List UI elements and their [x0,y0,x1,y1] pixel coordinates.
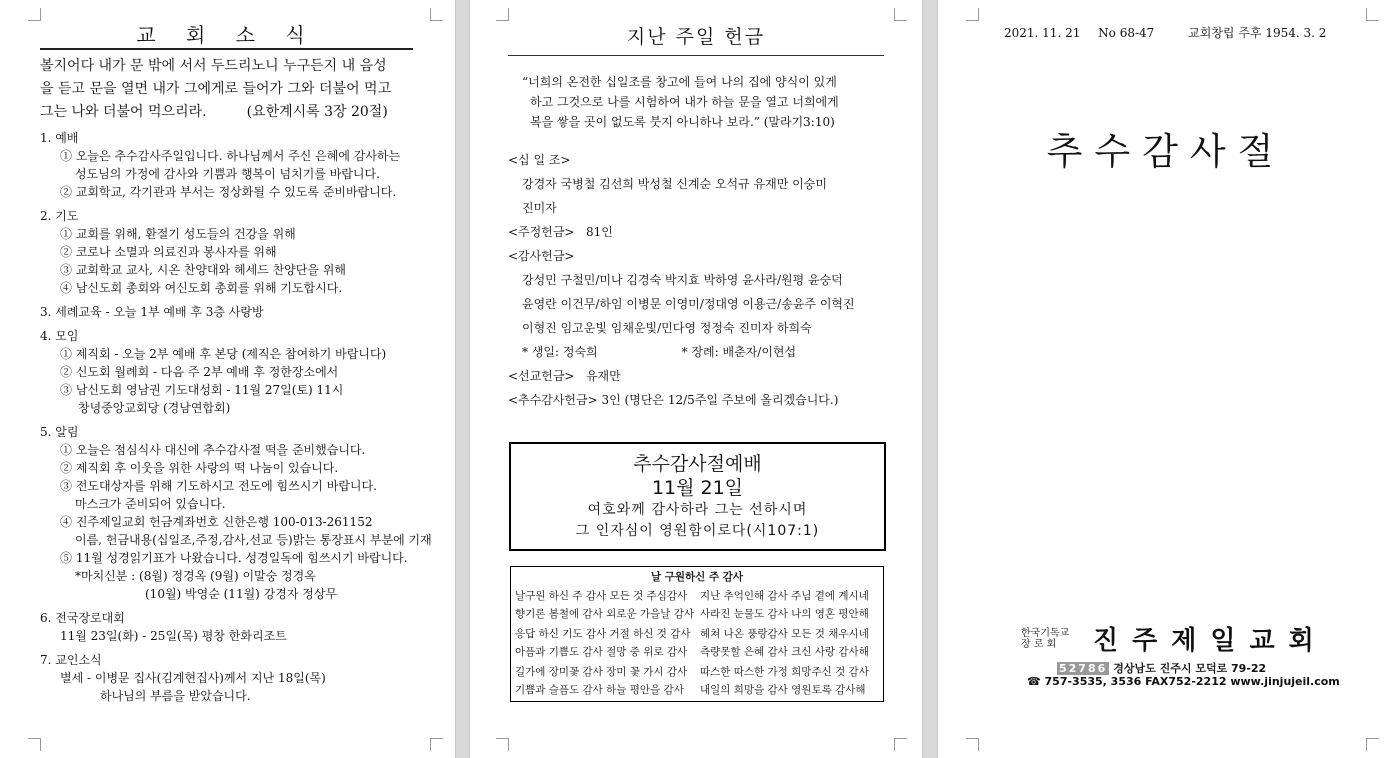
hymn-line: 내일의 희망을 감사 영원토록 감사해 [700,684,866,696]
harvest-offering [508,388,908,412]
tithe-names: 강경자 국병철 김선희 박성철 신계순 오석규 유재만 이숭미 [522,177,827,191]
service-announcement-box [509,442,886,551]
page-title: 지난 주일 헌금 [626,26,766,48]
service-date: 11월 21일 [651,477,744,499]
section-heading: 6. 전국장로대회 [40,611,125,625]
news-list [40,129,432,711]
hymn-line: 사라진 눈물도 감사 나의 영혼 평안해 [700,608,869,620]
list-item: 하나님의 부름을 받았습니다. [100,689,251,703]
section-heading: 4. 모임 [40,329,79,343]
bulletin-number: No 68-47 [1098,26,1155,40]
hymn-line: 응답 하신 기도 감사 거절 하신 것 감사 [515,628,691,640]
church-founding: 교회창립 주후 1954. 3. 2 [1188,26,1327,40]
section-heading: 3. 세례교육 - 오늘 1부 예배 후 3층 사랑방 [40,305,264,319]
tithe-names: 진미자 [522,201,557,215]
weekly-label: <주정헌금> [508,225,575,239]
zip-code: 52786 [1059,662,1108,675]
quote-line: 하고 그것으로 나를 시험하여 내가 하늘 문을 열고 너희에게 [530,95,839,109]
section-heading: 1. 예배 [40,131,79,145]
harvest-label: <추수감사헌금> [508,393,598,407]
crop-mark [894,8,907,21]
hymn-line: 측량못할 은혜 감사 크신 사랑 감사해 [700,646,869,658]
list-item: 성도님의 가정에 감사와 기쁨과 행복이 넘치기를 바랍니다. [75,167,380,181]
denomination-line: 한국기독교 [1021,628,1070,639]
verse-line: 그는 나와 더불어 먹으리라. [40,104,207,120]
section-worship [40,129,432,201]
crop-mark [28,738,41,751]
address-text: 경상남도 진주시 모덕로 79-22 [1113,662,1267,675]
hymn-line: 향기론 봄철에 감사 외로운 가을날 감사 [515,608,694,620]
church-name: 진주제일교회 [1093,626,1328,656]
section-notices [40,423,432,603]
birthday-note: * 생일: 정숙희 [522,345,598,359]
section-baptism [40,303,432,321]
offering-list [508,148,908,412]
thanks-notes [508,340,908,364]
verse-line: 볼지어다 내가 문 밖에 서서 두드리노니 누구든지 내 음성 [40,58,387,74]
verse-reference: (요한계시록 3장 20절) [246,104,388,120]
bulletin-header [1004,24,1384,41]
section-meetings [40,327,432,417]
denomination [1021,628,1069,650]
list-item: ① 오늘은 추수감사주일입니다. 하나님께서 주신 은혜에 감사하는 [60,149,401,163]
crop-mark [430,738,443,751]
title-divider [40,48,413,50]
list-item: 마스크가 준비되어 있습니다. [75,497,226,511]
hymn-line: 기쁨과 슬픔도 감사 하늘 평안을 감사 [515,684,684,696]
thanks-label: <감사헌금> [508,249,575,263]
thanks-names: 이형진 임고운빛 임채운빛/민다영 정정숙 진미자 하희숙 [522,321,812,335]
crop-mark [496,738,509,751]
list-item: ② 코로나 소멸과 의료진과 봉사자를 위해 [60,245,277,259]
thanks-names: 강성민 구철민/미나 김경숙 박지효 박하영 윤사라/원평 윤숭덕 [522,273,843,287]
list-item: *마치신분 : (8월) 정경옥 (9월) 이말숭 정경옥 [75,569,316,583]
weekly-value: 81인 [585,225,613,239]
malachi-quote [522,72,892,132]
list-item: ③ 전도대상자를 위해 기도하시고 전도에 힘쓰시기 바랍니다. [60,479,377,493]
list-item: ④ 남신도회 총회와 여신도회 총회를 위해 기도합시다. [60,281,343,295]
service-verse: 여호와께 감사하라 그는 선하시며 [587,502,808,518]
church-address [1057,660,1266,676]
hymn-line: 길가에 장미꽃 감사 장미 꽃 가시 감사 [515,666,688,678]
funeral-note: * 장례: 배춘자/이현섭 [681,345,797,359]
hymn-lyrics-box [510,566,884,702]
church-contact: ☎ 757-3535, 3536 FAX752-2212 www.jinjujeil.com [1027,675,1340,688]
quote-line: “너희의 온전한 십일조를 창고에 들여 나의 집에 양식이 있게 [522,75,837,89]
crop-mark [496,8,509,21]
section-prayer [40,207,432,297]
hymn-line: 지난 추억인해 감사 주님 곁에 계시네 [700,590,869,602]
section-heading: 7. 교인소식 [40,653,102,667]
bulletin-date: 2021. 11. 21 [1004,26,1081,40]
mission-label: <선교헌금> [508,369,575,383]
page-cover [938,0,1394,758]
list-item: ③ 교회학교 교사, 시온 찬양대와 헤세드 찬양단을 위해 [60,263,346,277]
list-item: ⑤ 11월 성경읽기표가 나왔습니다. 성경일독에 힘쓰시기 바랍니다. [60,551,408,565]
hymn-title: 날 구원하신 주 감사 [650,571,744,583]
list-item: 11월 23일(화) - 25일(목) 평창 한화리조트 [60,629,287,643]
page-church-news [0,0,455,758]
section-member-news [40,651,432,705]
hymn-line: 날구원 하신 주 감사 모든 것 주심감사 [515,590,688,602]
page-offerings [470,0,922,758]
denomination-line: 장 로 회 [1021,639,1057,650]
crop-mark [1366,738,1379,751]
service-verse: 그 인자심이 영원함이로다(시107:1) [575,523,820,539]
scripture-verse [40,55,418,124]
list-item: 이름, 헌금내용(십일조,주정,감사,선교 등)밝는 통장표시 부분에 기재 [75,533,432,547]
hymn-line: 헤쳐 나온 풍랑감사 모든 것 채우시네 [700,628,869,640]
section-heading: 5. 알림 [40,425,79,439]
hymn-line: 아픔과 기쁨도 감사 절망 중 위로 감사 [515,646,688,658]
thanks-names: 윤영란 이건무/하임 이병문 이영미/정대영 이용근/송윤주 이혁진 [522,297,855,311]
list-item: (10월) 박영순 (11월) 강경자 정상무 [145,587,338,601]
section-elders-conference [40,609,432,645]
tithe-label: <십 일 조> [508,153,571,167]
page-title: 교 회 소 식 [136,23,317,47]
crop-mark [894,738,907,751]
list-item: ④ 진주제일교회 헌금계좌번호 신한은행 100-013-261152 [60,515,373,529]
list-item: ① 오늘은 점심식사 대신에 추수감사절 떡을 준비했습니다. [60,443,366,457]
verse-line: 을 듣고 문을 열면 내가 그에게로 들어가 그와 더불어 먹고 [40,81,392,97]
crop-mark [966,8,979,21]
list-item: ③ 남신도회 영남권 기도대성회 - 11월 27일(토) 11시 [60,383,344,397]
list-item: ① 제직회 - 오늘 2부 예배 후 본당 (제직은 참여하기 바랍니다) [60,347,387,361]
hymn-line: 따스한 따스한 가정 희망주신 것 감사 [700,666,869,678]
crop-mark [1366,8,1379,21]
title-divider [508,55,884,56]
list-item: ② 신도회 월례회 - 다음 주 2부 예배 후 정한장소에서 [60,365,339,379]
list-item: 창녕중앙교회당 (경남연합회) [78,401,231,415]
crop-mark [430,8,443,21]
mission-value: 유재만 [585,369,621,383]
section-heading: 2. 기도 [40,209,79,223]
mission-offering [508,364,908,388]
list-item: ② 제직회 후 이웃을 위한 사랑의 떡 나눔이 있습니다. [60,461,339,475]
list-item: 별세 - 이병문 집사(김계현집사)께서 지난 18일(목) [60,671,326,685]
crop-mark [966,738,979,751]
list-item: ① 교회를 위해, 환절기 성도들의 건강을 위해 [60,227,296,241]
harvest-value: 3인 (명단은 12/5주일 주보에 올리겠습니다.) [601,393,839,407]
list-item: ② 교회학교, 각기관과 부서는 정상화될 수 있도록 준비바랍니다. [60,185,397,199]
cover-title: 추수감사절 [1046,130,1286,173]
quote-line: 복을 쌓을 곳이 없도록 붓지 아니하나 보라.” (말라기3:10) [530,115,835,129]
weekly-offering [508,220,908,244]
service-title: 추수감사절예배 [633,453,762,475]
